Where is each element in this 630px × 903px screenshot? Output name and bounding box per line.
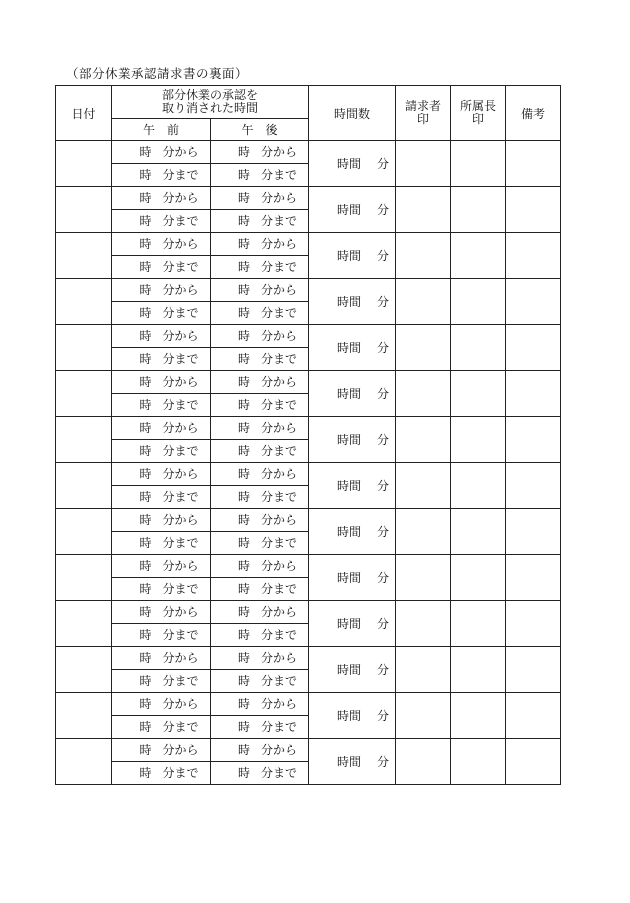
hour-label: 時	[139, 628, 152, 642]
minutes-until-label: 分まで	[261, 766, 298, 780]
hour-label: 時	[237, 582, 250, 596]
requester-seal-cell[interactable]	[396, 325, 451, 371]
table-row	[56, 601, 561, 624]
requester-seal-cell[interactable]	[396, 141, 451, 187]
minutes-label: 分	[377, 433, 390, 447]
hours-label: 時間	[337, 617, 362, 631]
pm-until-cell[interactable]	[211, 256, 309, 279]
requester-seal-header-line2: 印	[417, 112, 430, 126]
date-cell[interactable]	[56, 187, 112, 233]
hour-label: 時	[139, 467, 152, 481]
supervisor-seal-cell[interactable]	[451, 187, 506, 233]
remarks-cell[interactable]	[506, 555, 561, 601]
hour-label: 時	[139, 421, 152, 435]
pm-from-cell[interactable]	[211, 601, 309, 624]
minutes-from-label: 分から	[162, 375, 199, 389]
hour-label: 時	[237, 513, 250, 527]
minutes-until-label: 分まで	[261, 674, 298, 688]
am-until-cell[interactable]	[112, 716, 211, 739]
am-from-cell[interactable]	[112, 417, 211, 440]
minutes-from-label: 分から	[261, 513, 298, 527]
minutes-until-label: 分まで	[162, 674, 199, 688]
am-until-cell[interactable]	[112, 210, 211, 233]
hour-label: 時	[237, 306, 250, 320]
am-from-cell[interactable]	[112, 601, 211, 624]
date-cell[interactable]	[56, 693, 112, 739]
minutes-from-label: 分から	[261, 651, 298, 665]
minutes-until-label: 分まで	[261, 306, 298, 320]
hours-label: 時間	[337, 249, 362, 263]
remarks-cell[interactable]	[506, 325, 561, 371]
hour-label: 時	[237, 651, 250, 665]
hour-label: 時	[139, 697, 152, 711]
requester-seal-cell[interactable]	[396, 417, 451, 463]
pm-from-cell[interactable]	[211, 739, 309, 762]
requester-seal-cell[interactable]	[396, 371, 451, 417]
am-from-cell[interactable]	[112, 187, 211, 210]
am-from-cell[interactable]	[112, 739, 211, 762]
supervisor-seal-cell[interactable]	[451, 417, 506, 463]
pm-from-cell[interactable]	[211, 233, 309, 256]
hours-count-cell[interactable]	[309, 739, 396, 785]
am-from-cell[interactable]	[112, 371, 211, 394]
hours-count-cell[interactable]	[309, 187, 396, 233]
minutes-label: 分	[377, 249, 390, 263]
partial-leave-cancellation-table	[55, 85, 561, 785]
remarks-header: 備考	[506, 86, 561, 141]
date-cell[interactable]	[56, 739, 112, 785]
table-row	[56, 325, 561, 348]
pm-until-cell[interactable]	[211, 164, 309, 187]
minutes-from-label: 分から	[162, 559, 199, 573]
minutes-from-label: 分から	[261, 467, 298, 481]
pm-until-cell[interactable]	[211, 302, 309, 325]
hours-count-cell[interactable]	[309, 601, 396, 647]
table-row	[56, 417, 561, 440]
hours-count-cell[interactable]	[309, 647, 396, 693]
minutes-until-label: 分まで	[162, 352, 199, 366]
hour-label: 時	[237, 398, 250, 412]
minutes-label: 分	[377, 525, 390, 539]
table-row	[56, 187, 561, 210]
hour-label: 時	[139, 237, 152, 251]
hours-label: 時間	[337, 663, 362, 677]
am-from-cell[interactable]	[112, 555, 211, 578]
supervisor-seal-cell[interactable]	[451, 463, 506, 509]
hours-count-cell[interactable]	[309, 325, 396, 371]
minutes-until-label: 分まで	[162, 214, 199, 228]
pm-until-cell[interactable]	[211, 210, 309, 233]
pm-from-cell[interactable]	[211, 555, 309, 578]
hour-label: 時	[237, 352, 250, 366]
minutes-from-label: 分から	[261, 375, 298, 389]
minutes-from-label: 分から	[261, 283, 298, 297]
supervisor-seal-cell[interactable]	[451, 509, 506, 555]
pm-until-cell[interactable]	[211, 440, 309, 463]
hour-label: 時	[139, 352, 152, 366]
supervisor-seal-header-line1: 所属長	[460, 99, 497, 113]
am-until-cell[interactable]	[112, 440, 211, 463]
hours-count-cell[interactable]	[309, 693, 396, 739]
am-until-cell[interactable]	[112, 394, 211, 417]
hour-label: 時	[139, 674, 152, 688]
hour-label: 時	[139, 651, 152, 665]
requester-seal-cell[interactable]	[396, 601, 451, 647]
minutes-until-label: 分まで	[261, 214, 298, 228]
hour-label: 時	[237, 536, 250, 550]
hour-label: 時	[237, 467, 250, 481]
am-until-cell[interactable]	[112, 762, 211, 785]
requester-seal-header	[396, 86, 451, 141]
hour-label: 時	[139, 536, 152, 550]
minutes-label: 分	[377, 157, 390, 171]
minutes-from-label: 分から	[261, 697, 298, 711]
remarks-cell[interactable]	[506, 509, 561, 555]
minutes-until-label: 分まで	[261, 168, 298, 182]
remarks-cell[interactable]	[506, 187, 561, 233]
cancelled-time-header	[112, 86, 309, 119]
minutes-from-label: 分から	[261, 237, 298, 251]
am-from-cell[interactable]	[112, 693, 211, 716]
hours-count-cell[interactable]	[309, 279, 396, 325]
table-row	[56, 509, 561, 532]
minutes-until-label: 分まで	[261, 444, 298, 458]
hour-label: 時	[237, 766, 250, 780]
hour-label: 時	[237, 375, 250, 389]
hour-label: 時	[237, 628, 250, 642]
date-cell[interactable]	[56, 647, 112, 693]
hour-label: 時	[237, 444, 250, 458]
hours-label: 時間	[337, 433, 362, 447]
minutes-label: 分	[377, 479, 390, 493]
hour-label: 時	[139, 398, 152, 412]
requester-seal-cell[interactable]	[396, 463, 451, 509]
supervisor-seal-header	[451, 86, 506, 141]
minutes-from-label: 分から	[162, 513, 199, 527]
requester-seal-cell[interactable]	[396, 233, 451, 279]
hours-label: 時間	[337, 525, 362, 539]
hour-label: 時	[237, 605, 250, 619]
pm-from-cell[interactable]	[211, 279, 309, 302]
remarks-cell[interactable]	[506, 739, 561, 785]
cancelled-time-header-line2: 取り消された時間	[162, 101, 259, 115]
supervisor-seal-cell[interactable]	[451, 739, 506, 785]
supervisor-seal-cell[interactable]	[451, 141, 506, 187]
minutes-from-label: 分から	[162, 283, 199, 297]
minutes-from-label: 分から	[261, 743, 298, 757]
hours-label: 時間	[337, 387, 362, 401]
hours-label: 時間	[337, 203, 362, 217]
supervisor-seal-cell[interactable]	[451, 233, 506, 279]
date-cell[interactable]	[56, 555, 112, 601]
am-from-cell[interactable]	[112, 509, 211, 532]
requester-seal-header-line1: 請求者	[405, 99, 442, 113]
pm-until-cell[interactable]	[211, 348, 309, 371]
pm-from-cell[interactable]	[211, 371, 309, 394]
minutes-from-label: 分から	[162, 237, 199, 251]
pm-subheader: 午 後	[211, 119, 309, 141]
hours-label: 時間	[337, 571, 362, 585]
minutes-until-label: 分まで	[162, 536, 199, 550]
am-from-cell[interactable]	[112, 141, 211, 164]
hour-label: 時	[237, 674, 250, 688]
minutes-until-label: 分まで	[162, 720, 199, 734]
table-row	[56, 233, 561, 256]
minutes-until-label: 分まで	[261, 260, 298, 274]
hour-label: 時	[139, 582, 152, 596]
hour-label: 時	[237, 168, 250, 182]
hour-label: 時	[139, 766, 152, 780]
minutes-label: 分	[377, 571, 390, 585]
minutes-from-label: 分から	[261, 605, 298, 619]
date-cell[interactable]	[56, 463, 112, 509]
date-cell[interactable]	[56, 141, 112, 187]
am-until-cell[interactable]	[112, 578, 211, 601]
hour-label: 時	[139, 145, 152, 159]
minutes-until-label: 分まで	[261, 582, 298, 596]
hour-label: 時	[139, 283, 152, 297]
date-cell[interactable]	[56, 417, 112, 463]
minutes-until-label: 分まで	[162, 766, 199, 780]
hours-label: 時間	[337, 157, 362, 171]
date-cell[interactable]	[56, 509, 112, 555]
date-cell[interactable]	[56, 371, 112, 417]
hours-count-cell[interactable]	[309, 141, 396, 187]
supervisor-seal-cell[interactable]	[451, 601, 506, 647]
am-from-cell[interactable]	[112, 279, 211, 302]
pm-until-cell[interactable]	[211, 486, 309, 509]
supervisor-seal-cell[interactable]	[451, 647, 506, 693]
am-until-cell[interactable]	[112, 256, 211, 279]
minutes-until-label: 分まで	[261, 352, 298, 366]
form-caption: （部分休業承認請求書の裏面）	[66, 66, 249, 81]
hour-label: 時	[139, 260, 152, 274]
minutes-until-label: 分まで	[162, 306, 199, 320]
pm-until-cell[interactable]	[211, 578, 309, 601]
hour-label: 時	[139, 306, 152, 320]
hour-label: 時	[139, 214, 152, 228]
table-row	[56, 141, 561, 164]
hour-label: 時	[139, 490, 152, 504]
pm-from-cell[interactable]	[211, 325, 309, 348]
hours-label: 時間	[337, 479, 362, 493]
pm-until-cell[interactable]	[211, 532, 309, 555]
am-until-cell[interactable]	[112, 532, 211, 555]
hour-label: 時	[237, 260, 250, 274]
hours-count-cell[interactable]	[309, 417, 396, 463]
remarks-cell[interactable]	[506, 693, 561, 739]
am-until-cell[interactable]	[112, 302, 211, 325]
requester-seal-cell[interactable]	[396, 509, 451, 555]
date-cell[interactable]	[56, 325, 112, 371]
hour-label: 時	[237, 697, 250, 711]
pm-from-cell[interactable]	[211, 141, 309, 164]
hours-label: 時間	[337, 295, 362, 309]
supervisor-seal-cell[interactable]	[451, 555, 506, 601]
date-cell[interactable]	[56, 233, 112, 279]
hour-label: 時	[237, 283, 250, 297]
requester-seal-cell[interactable]	[396, 739, 451, 785]
hours-header: 時間数	[309, 86, 396, 141]
hour-label: 時	[139, 559, 152, 573]
minutes-from-label: 分から	[261, 191, 298, 205]
remarks-cell[interactable]	[506, 233, 561, 279]
minutes-until-label: 分まで	[162, 490, 199, 504]
minutes-label: 分	[377, 387, 390, 401]
hours-label: 時間	[337, 709, 362, 723]
am-subheader: 午 前	[112, 119, 211, 141]
table-row	[56, 463, 561, 486]
am-until-cell[interactable]	[112, 670, 211, 693]
am-from-cell[interactable]	[112, 325, 211, 348]
hours-label: 時間	[337, 341, 362, 355]
hour-label: 時	[237, 191, 250, 205]
hour-label: 時	[237, 559, 250, 573]
minutes-from-label: 分から	[162, 651, 199, 665]
pm-until-cell[interactable]	[211, 394, 309, 417]
hours-count-cell[interactable]	[309, 233, 396, 279]
minutes-from-label: 分から	[162, 421, 199, 435]
hour-label: 時	[139, 605, 152, 619]
pm-from-cell[interactable]	[211, 509, 309, 532]
requester-seal-cell[interactable]	[396, 555, 451, 601]
minutes-until-label: 分まで	[162, 628, 199, 642]
am-from-cell[interactable]	[112, 463, 211, 486]
pm-from-cell[interactable]	[211, 693, 309, 716]
minutes-from-label: 分から	[162, 329, 199, 343]
remarks-cell[interactable]	[506, 279, 561, 325]
pm-until-cell[interactable]	[211, 624, 309, 647]
hour-label: 時	[237, 214, 250, 228]
pm-from-cell[interactable]	[211, 417, 309, 440]
minutes-from-label: 分から	[162, 467, 199, 481]
minutes-label: 分	[377, 203, 390, 217]
supervisor-seal-cell[interactable]	[451, 279, 506, 325]
remarks-cell[interactable]	[506, 417, 561, 463]
am-until-cell[interactable]	[112, 624, 211, 647]
hour-label: 時	[139, 743, 152, 757]
table-row	[56, 693, 561, 716]
hour-label: 時	[237, 720, 250, 734]
am-until-cell[interactable]	[112, 486, 211, 509]
hour-label: 時	[139, 329, 152, 343]
hour-label: 時	[139, 168, 152, 182]
hour-label: 時	[237, 145, 250, 159]
table-row	[56, 279, 561, 302]
requester-seal-cell[interactable]	[396, 279, 451, 325]
requester-seal-cell[interactable]	[396, 693, 451, 739]
minutes-label: 分	[377, 709, 390, 723]
remarks-cell[interactable]	[506, 601, 561, 647]
pm-until-cell[interactable]	[211, 762, 309, 785]
minutes-from-label: 分から	[162, 697, 199, 711]
minutes-from-label: 分から	[162, 743, 199, 757]
pm-from-cell[interactable]	[211, 187, 309, 210]
hour-label: 時	[237, 490, 250, 504]
hours-label: 時間	[337, 755, 362, 769]
am-until-cell[interactable]	[112, 164, 211, 187]
hour-label: 時	[237, 329, 250, 343]
remarks-cell[interactable]	[506, 141, 561, 187]
hours-count-cell[interactable]	[309, 509, 396, 555]
cancelled-time-header-line1: 部分休業の承認を	[162, 88, 259, 102]
minutes-from-label: 分から	[162, 605, 199, 619]
minutes-until-label: 分まで	[261, 536, 298, 550]
table-row	[56, 371, 561, 394]
hour-label: 時	[139, 513, 152, 527]
minutes-until-label: 分まで	[162, 168, 199, 182]
am-from-cell[interactable]	[112, 647, 211, 670]
pm-until-cell[interactable]	[211, 716, 309, 739]
minutes-label: 分	[377, 295, 390, 309]
minutes-from-label: 分から	[261, 145, 298, 159]
hour-label: 時	[237, 743, 250, 757]
date-cell[interactable]	[56, 601, 112, 647]
requester-seal-cell[interactable]	[396, 647, 451, 693]
hour-label: 時	[139, 444, 152, 458]
minutes-label: 分	[377, 663, 390, 677]
minutes-from-label: 分から	[162, 145, 199, 159]
am-from-cell[interactable]	[112, 233, 211, 256]
minutes-from-label: 分から	[261, 559, 298, 573]
pm-from-cell[interactable]	[211, 647, 309, 670]
hours-count-cell[interactable]	[309, 555, 396, 601]
hour-label: 時	[139, 375, 152, 389]
requester-seal-cell[interactable]	[396, 187, 451, 233]
table-row	[56, 647, 561, 670]
table-row	[56, 555, 561, 578]
hours-count-cell[interactable]	[309, 463, 396, 509]
am-until-cell[interactable]	[112, 348, 211, 371]
minutes-from-label: 分から	[261, 329, 298, 343]
date-header: 日付	[56, 86, 112, 141]
minutes-until-label: 分まで	[261, 490, 298, 504]
minutes-until-label: 分まで	[162, 582, 199, 596]
hours-count-cell[interactable]	[309, 371, 396, 417]
hour-label: 時	[237, 237, 250, 251]
remarks-cell[interactable]	[506, 463, 561, 509]
supervisor-seal-cell[interactable]	[451, 693, 506, 739]
minutes-label: 分	[377, 341, 390, 355]
hour-label: 時	[139, 720, 152, 734]
minutes-from-label: 分から	[261, 421, 298, 435]
minutes-until-label: 分まで	[261, 628, 298, 642]
minutes-until-label: 分まで	[162, 260, 199, 274]
supervisor-seal-header-line2: 印	[472, 112, 485, 126]
hour-label: 時	[237, 421, 250, 435]
minutes-until-label: 分まで	[162, 444, 199, 458]
minutes-until-label: 分まで	[162, 398, 199, 412]
hour-label: 時	[139, 191, 152, 205]
supervisor-seal-cell[interactable]	[451, 325, 506, 371]
supervisor-seal-cell[interactable]	[451, 371, 506, 417]
minutes-until-label: 分まで	[261, 398, 298, 412]
date-cell[interactable]	[56, 279, 112, 325]
minutes-label: 分	[377, 755, 390, 769]
pm-until-cell[interactable]	[211, 670, 309, 693]
minutes-until-label: 分まで	[261, 720, 298, 734]
minutes-from-label: 分から	[162, 191, 199, 205]
minutes-label: 分	[377, 617, 390, 631]
pm-from-cell[interactable]	[211, 463, 309, 486]
remarks-cell[interactable]	[506, 371, 561, 417]
remarks-cell[interactable]	[506, 647, 561, 693]
table-row	[56, 739, 561, 762]
